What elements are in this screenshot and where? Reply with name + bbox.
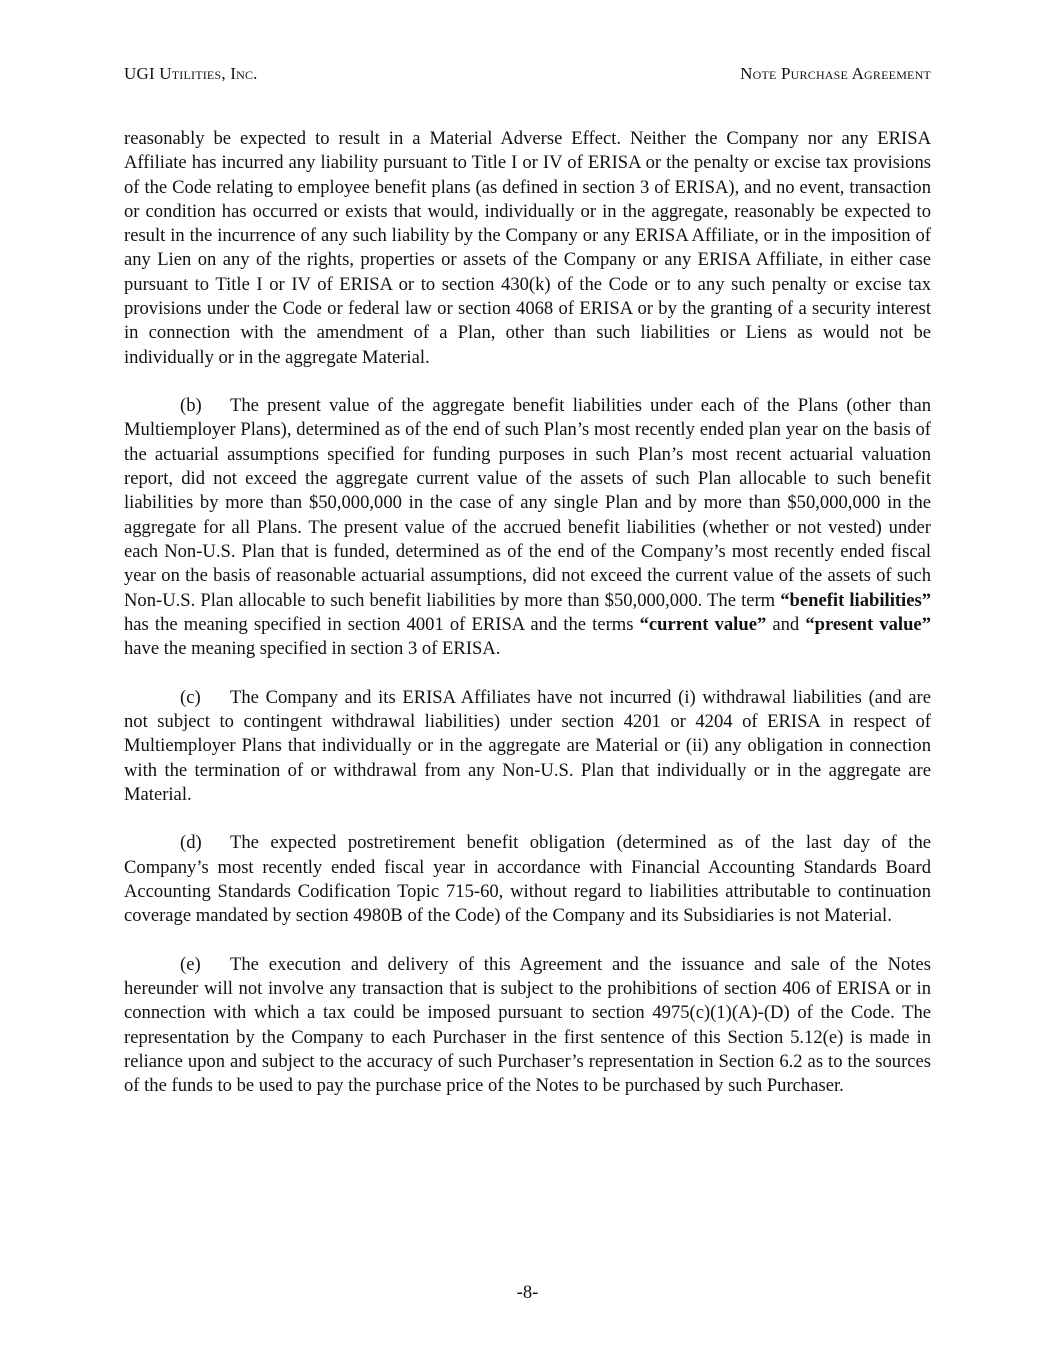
paragraph-c-text: The Company and its ERISA Affiliates have not incurred (i) withdrawal liabilities (and are not subject to contingent withdrawal liabilities) under section 4201 or 4204 of ERISA in respect of Multiemployer Plans that individually or in the aggregate are Material or (ii) any obligation in connection with the termination of or withdrawal from any Non-U.S. Plan that individually or in the aggregate are Material. bbox=[124, 686, 931, 805]
paragraph-c bbox=[124, 686, 931, 807]
paragraph-b-text-4: have the meaning specified in section 3 of ERISA. bbox=[124, 638, 501, 660]
page-number: -8- bbox=[516, 1282, 539, 1303]
paragraph-b-text-3: and bbox=[766, 613, 806, 635]
document-body bbox=[124, 127, 931, 1123]
paragraph-b-text-1: The present value of the aggregate benefit liabilities under each of the Plans (other than Multiemployer Plans), determined as of the end of such Plan’s most recently ended plan year on the basis of the actuarial assumptions specified for funding purposes in such Plan’s most recent actuarial valuation report, did not exceed the aggregate current value of the assets of such Plan allocable to such benefit liabilities by more than $50,000,000 in the case of any single Plan and by more than $50,000,000 in the aggregate for all Plans. The present value of the accrued benefit liabilities (whether or not vested) under each Non-U.S. Plan that is funded, determined as of the end of the Company’s most recently ended fiscal year on the basis of reasonable actuarial assumptions, did not exceed the current value of the assets of such Non-U.S. Plan allocable to such benefit liabilities by more than $50,000,000. The term bbox=[124, 395, 931, 611]
paragraph-e bbox=[124, 953, 931, 1099]
paragraph-d bbox=[124, 831, 931, 928]
paragraph-d-text: The expected postretirement benefit obligation (determined as of the last day of the Company’s most recently ended fiscal year in accordance with Financial Accounting Standards Board Accounting Standards Codification Topic 715-60, without regard to liabilities attributable to continuation coverage mandated by section 4980B of the Code) of the Company and its Subsidiaries is not Material. bbox=[124, 832, 931, 927]
paragraph-continuation-text: reasonably be expected to result in a Material Adverse Effect. Neither the Company nor any ERISA Affiliate has incurred any liability pursuant to Title I or IV of ERISA or the penalty or excise tax provisions of the Code relating to employee benefit plans (as defined in section 3 of ERISA), and no event, transaction or condition has occurred or exists that would, individually or in the aggregate, reasonably be expected to result in the incurrence of any such liability by the Company or any ERISA Affiliate, or in the imposition of any Lien on any of the rights, properties or assets of the Company or any ERISA Affiliate, in either case pursuant to Title I or IV of ERISA or to section 430(k) of the Code or to any such penalty or excise tax provisions under the Code or federal law or section 4068 of ERISA or by the granting of a security interest in connection with the amendment of a Plan, other than such liabilities or Liens as would not be individually or in the aggregate Material. bbox=[124, 128, 931, 368]
paragraph-c-label: (c) bbox=[180, 686, 201, 708]
header-company-name: UGI Utilities, Inc. bbox=[124, 64, 258, 83]
running-header bbox=[124, 64, 931, 88]
term-present-value: “present value” bbox=[805, 613, 931, 635]
term-benefit-liabilities: “benefit liabilities” bbox=[780, 589, 931, 611]
paragraph-d-label: (d) bbox=[180, 832, 202, 854]
term-current-value: “current value” bbox=[639, 613, 767, 635]
paragraph-b-text-2: has the meaning specified in section 4001 of ERISA and the terms bbox=[124, 613, 640, 635]
paragraph-b bbox=[124, 394, 931, 661]
paragraph-b-label: (b) bbox=[180, 395, 202, 417]
paragraph-e-text: The execution and delivery of this Agreement and the issuance and sale of the Notes hereunder will not involve any transaction that is subject to the prohibitions of section 406 of ERISA or in connection with which a tax could be imposed pursuant to section 4975(c)(1)(A)-(D) of the Code. The representation by the Company to each Purchaser in the first sentence of this Section 5.12(e) is made in reliance upon and subject to the accuracy of such Purchaser’s representation in Section 6.2 as to the sources of the funds to be used to pay the purchase price of the Notes to be purchased by such Purchaser. bbox=[124, 953, 931, 1097]
paragraph-e-label: (e) bbox=[180, 953, 201, 975]
header-document-title: Note Purchase Agreement bbox=[740, 64, 931, 83]
paragraph-continuation bbox=[124, 127, 931, 370]
